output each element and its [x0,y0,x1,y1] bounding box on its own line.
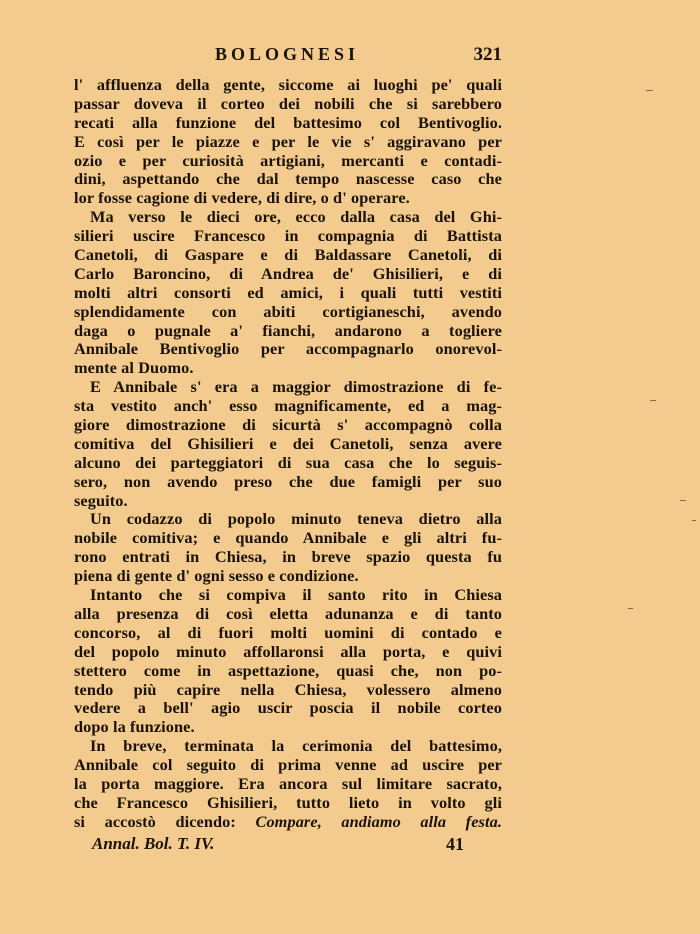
text-line: piena di gente d' ogni sesso e condizione. [74,566,359,586]
text-line: splendidamente con abiti cortigianeschi, avendo [74,301,502,321]
text-line: nobile comitiva; e quando Annibale e gli altri fu- [74,528,502,548]
text-line: alla presenza di così eletta adunanza e di tanto [74,603,502,623]
text-line: tendo più capire nella Chiesa, volessero almeno [74,679,502,699]
paragraph-first-line: Un codazzo di popolo minuto teneva dietro alla [90,509,502,529]
text-line: Annibale Bentivoglio per accompagnarlo onorevol- [74,339,502,359]
body-text [74,76,502,832]
text-line: daga o pugnale a' fianchi, andarono a togliere [74,320,502,340]
text-line: rono entrati in Chiesa, in breve spazio questa fu [74,547,502,567]
running-head [72,44,502,68]
signature-line: Annal. Bol. T. IV. [92,834,215,853]
text-line: dini, aspettando che dal tempo nascesse caso che [74,169,502,189]
paper-speck [650,400,656,401]
text-line: che Francesco Ghisilieri, tutto lieto in volto gli [74,792,502,812]
text-line: giore dimostrazione di sicurtà s' accompagnò colla [74,415,502,435]
paper-speck [680,500,686,501]
text-line: alcuno dei parteggiatori di sua casa che lo seguis- [74,452,502,472]
text-line: stettero come in aspettazione, quasi che, non po- [74,660,502,680]
paper-speck [692,520,696,521]
final-line-prefix: si accostò dicendo: [74,811,256,831]
text-line: dopo la funzione. [74,717,195,737]
text-line: concorso, al di fuori molti uomini di contado e [74,622,502,642]
text-line: sero, non avendo preso che due famigli per suo [74,471,502,491]
signature-mark: 41 [446,834,464,854]
text-line: vedere a bell' agio uscir poscia il nobile corteo [74,698,502,718]
text-line: sta vestito anch' esso magnificamente, ed a mag- [74,396,502,416]
text-line: l' affluenza della gente, siccome ai luoghi pe' quali [74,75,502,94]
text-line: la porta maggiore. Era ancora sul limitare sacrato, [74,773,502,793]
text-line-final [74,813,502,832]
text-line: ozio e per curiosità artigiani, mercanti e contadi- [74,150,502,170]
text-line: Carlo Baroncino, di Andrea de' Ghisilieri, e di [74,263,502,283]
running-title: BOLOGNESI [214,44,360,64]
text-line: passar doveva il corteo dei nobili che si sarebbero [74,93,502,113]
paragraph-first-line: E Annibale s' era a maggior dimostrazione di fe- [90,377,502,397]
final-line-italic: Compare, andiamo alla festa. [255,811,502,831]
text-line: seguito. [74,490,128,510]
text-line: E così per le piazze e per le vie s' aggiravano per [74,131,502,151]
text-line: Canetoli, di Gaspare e di Baldassare Canetoli, di [74,245,502,265]
page-number: 321 [473,44,502,65]
paragraph-first-line: In breve, terminata la cerimonia del battesimo, [90,736,502,756]
text-line: comitiva del Ghisilieri e dei Canetoli, senza avere [74,433,502,453]
paragraph-first-line: Intanto che si compiva il santo rito in Chiesa [90,585,502,605]
text-line: mente al Duomo. [74,358,194,378]
paper-speck [646,90,653,91]
text-line: recati alla funzione del battesimo col Bentivoglio. [74,112,502,132]
text-line: Annibale col seguito di prima venne ad uscire per [74,755,502,775]
paragraph-first-line: Ma verso le dieci ore, ecco dalla casa del Ghi- [90,207,502,227]
text-line: del popolo minuto affollaronsi alla porta, e quivi [74,641,502,661]
text-line: molti altri consorti ed amici, i quali tutti vestiti [74,282,502,302]
page-footer [74,834,502,856]
text-line: silieri uscire Francesco in compagnia di Battista [74,226,502,246]
paper-speck [628,608,633,609]
text-line: lor fosse cagione di vedere, di dire, o d' operare. [74,188,410,208]
